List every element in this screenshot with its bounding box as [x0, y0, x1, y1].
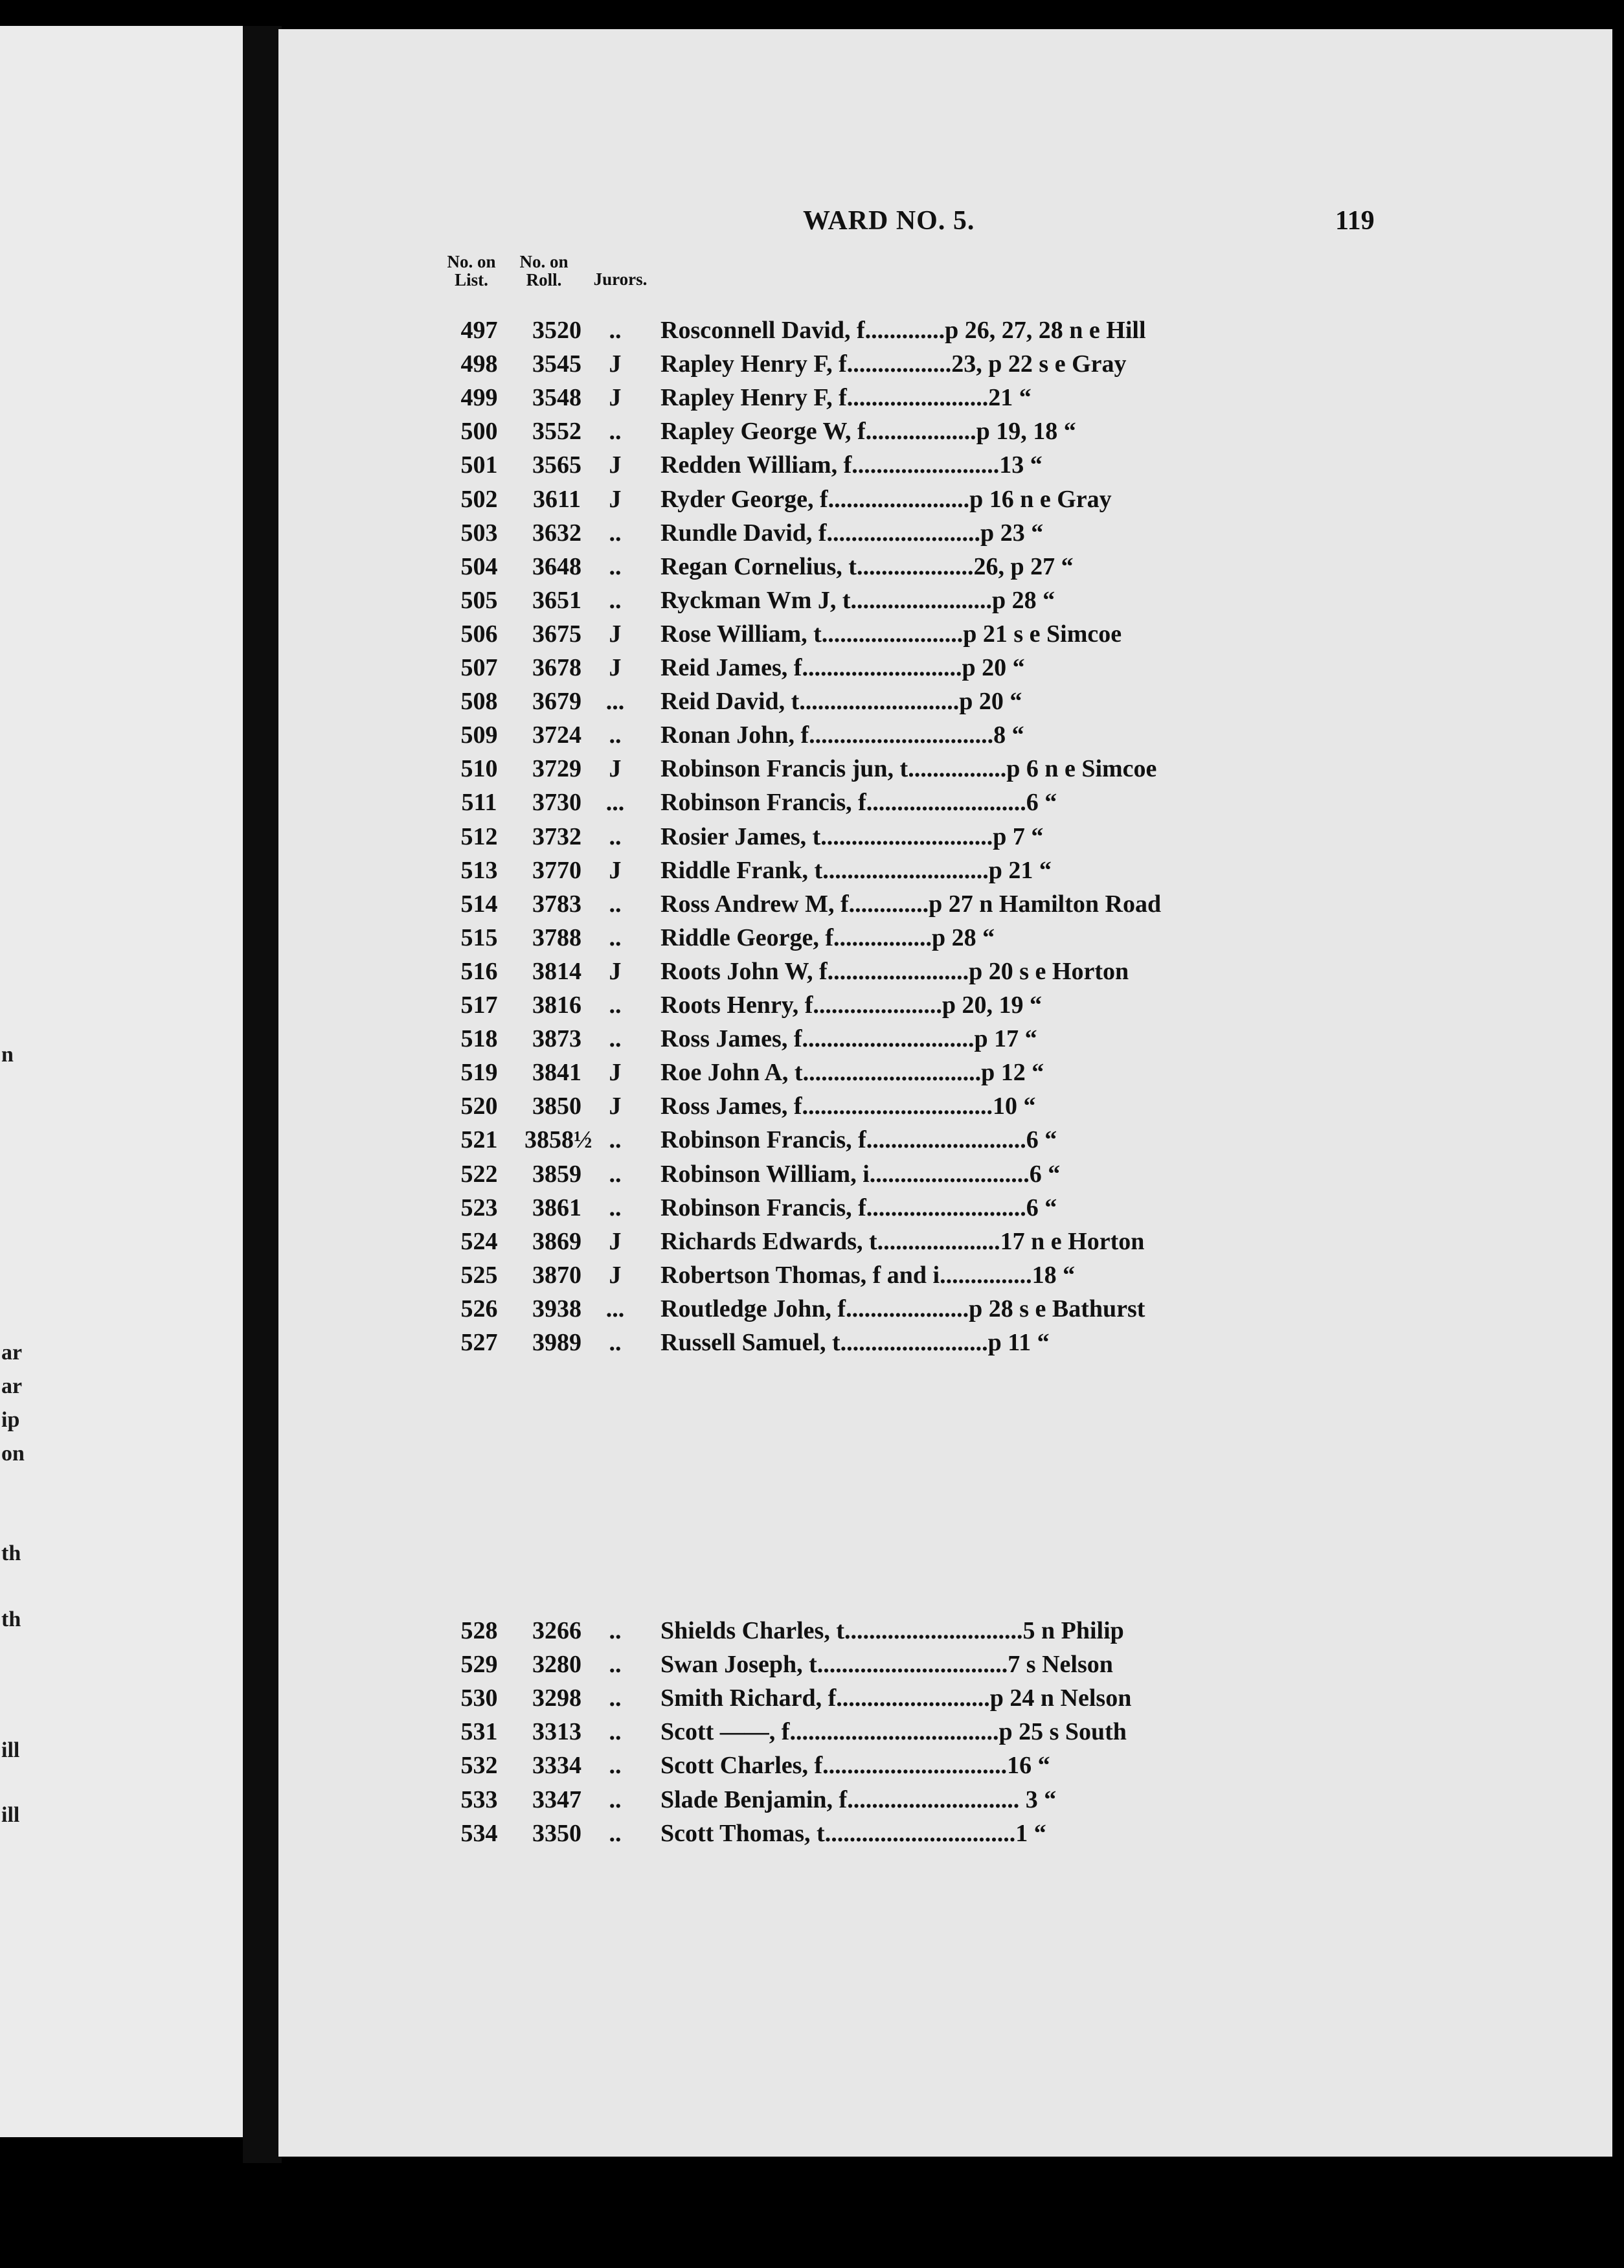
entry-text: Roots John W, f.......................p 20 s e Horton — [660, 957, 1129, 985]
entry-text: Roe John A, t.............................p 12 “ — [660, 1059, 1044, 1087]
table-row — [427, 786, 1399, 819]
list-number: 533 — [460, 1786, 498, 1813]
table-row — [427, 1784, 1399, 1816]
juror-mark: .. — [609, 552, 622, 580]
table-row — [427, 550, 1399, 583]
table-row — [427, 415, 1399, 448]
entry-text: Ross Andrew M, f.............p 27 n Hamilton Road — [660, 890, 1162, 918]
entry-text: Routledge John, f....................p 28 s e Bathurst — [660, 1295, 1145, 1322]
roll-number: 3675 — [532, 620, 581, 648]
roll-number: 3552 — [532, 418, 581, 446]
column-header-no-on-roll: No. on Roll. — [519, 252, 569, 289]
entry-text: Ross James, f............................p 17 “ — [660, 1025, 1037, 1053]
entry-text: Reid James, f..........................p 20 “ — [660, 654, 1025, 681]
entry-text: Rosier James, t............................p 7 “ — [660, 822, 1044, 850]
list-number: 523 — [460, 1194, 498, 1221]
roll-number: 3859 — [532, 1160, 581, 1188]
list-number: 525 — [460, 1261, 498, 1289]
table-row — [427, 1225, 1399, 1258]
juror-mark: .. — [609, 721, 622, 749]
book-binding — [243, 26, 282, 2163]
table-row — [427, 1259, 1399, 1291]
roll-number: 3651 — [532, 586, 581, 614]
list-number: 505 — [460, 586, 498, 614]
column-header-jurors: Jurors. — [593, 269, 648, 289]
entry-text: Scott Thomas, t...............................1 “ — [660, 1819, 1046, 1847]
table-row — [427, 989, 1399, 1021]
juror-mark: J — [609, 384, 622, 412]
list-number: 512 — [460, 822, 498, 850]
table-row — [427, 1817, 1399, 1850]
roll-number: 3858½ — [524, 1126, 592, 1154]
list-number: 501 — [460, 451, 498, 479]
table-row — [427, 922, 1399, 954]
entry-text: Reid David, t..........................p 20 “ — [660, 688, 1022, 716]
juror-mark: .. — [609, 924, 622, 951]
entry-text: Scott ——, f..................................p 25 s South — [660, 1718, 1127, 1746]
juror-mark: J — [609, 350, 622, 378]
juror-mark: .. — [609, 519, 622, 547]
roll-number: 3350 — [532, 1819, 581, 1847]
juror-mark: .. — [609, 1126, 622, 1154]
list-number: 527 — [460, 1329, 498, 1356]
entry-text: Rapley Henry F, f.......................21 “ — [660, 384, 1032, 412]
entry-text: Scott Charles, f..............................16 “ — [660, 1752, 1050, 1780]
table-row — [427, 652, 1399, 684]
juror-mark: ... — [605, 789, 625, 817]
list-number: 504 — [460, 552, 498, 580]
table-row — [427, 618, 1399, 650]
list-number: 532 — [460, 1752, 498, 1780]
entry-text: Slade Benjamin, f............................ 3 “ — [660, 1786, 1057, 1813]
list-number: 521 — [460, 1126, 498, 1154]
list-number: 511 — [461, 789, 497, 817]
juror-mark: J — [609, 1093, 622, 1120]
roll-number: 3545 — [532, 350, 581, 378]
roll-number: 3724 — [532, 721, 581, 749]
roll-number: 3313 — [532, 1718, 581, 1746]
list-number: 497 — [460, 317, 498, 344]
entry-text: Riddle George, f................p 28 “ — [660, 924, 995, 951]
list-number: 531 — [460, 1718, 498, 1746]
entry-text: Roots Henry, f.....................p 20, 19 “ — [660, 992, 1042, 1019]
list-number: 500 — [460, 418, 498, 446]
table-row — [427, 348, 1399, 380]
juror-mark: J — [609, 620, 622, 648]
list-number: 515 — [460, 924, 498, 951]
juror-mark: J — [609, 451, 622, 479]
roll-number: 3648 — [532, 552, 581, 580]
roll-number: 3816 — [532, 992, 581, 1019]
list-number: 514 — [460, 890, 498, 918]
table-row — [427, 314, 1399, 346]
list-number: 526 — [460, 1295, 498, 1322]
table-row — [427, 449, 1399, 481]
juror-mark: .. — [609, 586, 622, 614]
table-row — [427, 685, 1399, 718]
left-page-fragment: th — [1, 1607, 21, 1631]
left-page-fragment: on — [1, 1442, 25, 1466]
list-number: 506 — [460, 620, 498, 648]
list-number: 519 — [460, 1059, 498, 1087]
list-number: 509 — [460, 721, 498, 749]
entry-text: Robinson William, i..........................6 “ — [660, 1160, 1061, 1188]
left-page-fragment: ip — [1, 1408, 20, 1432]
entry-text: Robinson Francis, f..........................6 “ — [660, 1194, 1057, 1221]
table-row — [427, 854, 1399, 887]
entry-text: Robertson Thomas, f and i...............18 “ — [660, 1261, 1076, 1289]
roll-number: 3938 — [532, 1295, 581, 1322]
table-row — [427, 1192, 1399, 1224]
list-number: 534 — [460, 1819, 498, 1847]
juror-mark: .. — [609, 1718, 622, 1746]
table-row — [427, 1056, 1399, 1089]
roll-number: 3565 — [532, 451, 581, 479]
entry-text: Rosconnell David, f.............p 26, 27, 28 n e Hill — [660, 317, 1146, 344]
roll-number: 3548 — [532, 384, 581, 412]
juror-mark: .. — [609, 1684, 622, 1712]
table-row — [427, 753, 1399, 785]
list-number: 503 — [460, 519, 498, 547]
page-number: 119 — [1335, 206, 1375, 236]
list-number: 507 — [460, 654, 498, 681]
juror-mark: J — [609, 1059, 622, 1087]
entry-text: Ryder George, f.......................p 16 n e Gray — [660, 485, 1112, 513]
table-row — [427, 955, 1399, 988]
juror-mark: .. — [609, 1329, 622, 1356]
roll-number: 3861 — [532, 1194, 581, 1221]
juror-mark: .. — [609, 1160, 622, 1188]
entry-text: Robinson Francis, f..........................6 “ — [660, 789, 1057, 817]
juror-mark: .. — [609, 317, 622, 344]
juror-mark: .. — [609, 822, 622, 850]
left-page-fragment: ill — [1, 1738, 20, 1762]
list-number: 517 — [460, 992, 498, 1019]
roll-number: 3334 — [532, 1752, 581, 1780]
roll-number: 3873 — [532, 1025, 581, 1053]
table-row — [427, 888, 1399, 920]
left-page-fragment: ar — [1, 1374, 23, 1398]
juror-mark: J — [609, 1261, 622, 1289]
roll-number: 3679 — [532, 688, 581, 716]
juror-mark: .. — [609, 1617, 622, 1644]
entry-text: Rundle David, f.........................p 23 “ — [660, 519, 1044, 547]
list-number: 510 — [460, 755, 498, 783]
table-row — [427, 1615, 1399, 1647]
entry-text: Redden William, f........................13 “ — [660, 451, 1043, 479]
roll-number: 3678 — [532, 654, 581, 681]
list-number: 522 — [460, 1160, 498, 1188]
juror-mark: .. — [609, 1752, 622, 1780]
entry-text: Shields Charles, t.............................5 n Philip — [660, 1617, 1124, 1644]
roll-number: 3632 — [532, 519, 581, 547]
left-page-fragment: ar — [1, 1341, 23, 1365]
table-row — [427, 1124, 1399, 1156]
list-number: 528 — [460, 1617, 498, 1644]
juror-mark: .. — [609, 890, 622, 918]
entry-text: Robinson Francis jun, t................p 6 n e Simcoe — [660, 755, 1157, 783]
juror-mark: J — [609, 485, 622, 513]
juror-mark: .. — [609, 1194, 622, 1221]
left-page-fragment: ill — [1, 1803, 20, 1827]
juror-mark: .. — [609, 1025, 622, 1053]
left-page-fragment: th — [1, 1541, 21, 1565]
table-row — [427, 1293, 1399, 1325]
juror-mark: .. — [609, 992, 622, 1019]
entry-text: Rapley Henry F, f.................23, p 22 s e Gray — [660, 350, 1127, 378]
list-number: 508 — [460, 688, 498, 716]
left-page-edge — [0, 26, 249, 2137]
ward-page — [278, 29, 1612, 2157]
list-number: 502 — [460, 485, 498, 513]
entry-text: Russell Samuel, t........................p 11 “ — [660, 1329, 1050, 1356]
juror-mark: J — [609, 957, 622, 985]
column-header-no-on-list: No. on List. — [447, 252, 496, 289]
entry-text: Smith Richard, f.........................p 24 n Nelson — [660, 1684, 1132, 1712]
juror-mark: J — [609, 1227, 622, 1255]
table-row — [427, 1090, 1399, 1122]
table-row — [427, 1749, 1399, 1782]
juror-mark: J — [609, 654, 622, 681]
roll-number: 3814 — [532, 957, 581, 985]
list-number: 524 — [460, 1227, 498, 1255]
list-number: 499 — [460, 384, 498, 412]
juror-mark: .. — [609, 418, 622, 446]
juror-mark: ... — [605, 688, 625, 716]
table-row — [427, 1158, 1399, 1190]
entry-text: Richards Edwards, t....................17 n e Horton — [660, 1227, 1145, 1255]
roll-number: 3520 — [532, 317, 581, 344]
roll-number: 3732 — [532, 822, 581, 850]
roll-number: 3783 — [532, 890, 581, 918]
juror-mark: .. — [609, 1786, 622, 1813]
roll-number: 3989 — [532, 1329, 581, 1356]
table-row — [427, 821, 1399, 853]
entry-text: Ryckman Wm J, t.......................p 28 “ — [660, 586, 1055, 614]
list-number: 513 — [460, 856, 498, 884]
left-page-fragment: n — [1, 1043, 14, 1067]
juror-mark: .. — [609, 1651, 622, 1679]
table-row — [427, 584, 1399, 617]
list-number: 529 — [460, 1651, 498, 1679]
juror-mark: J — [609, 755, 622, 783]
table-row — [427, 1682, 1399, 1714]
list-number: 516 — [460, 957, 498, 985]
roll-number: 3280 — [532, 1651, 581, 1679]
entry-text: Robinson Francis, f..........................6 “ — [660, 1126, 1057, 1154]
table-row — [427, 1716, 1399, 1748]
roll-number: 3841 — [532, 1059, 581, 1087]
entry-text: Ross James, f...............................10 “ — [660, 1093, 1036, 1120]
table-row — [427, 719, 1399, 751]
entry-text: Swan Joseph, t...............................7 s Nelson — [660, 1651, 1113, 1679]
entry-text: Riddle Frank, t...........................p 21 “ — [660, 856, 1052, 884]
roll-number: 3347 — [532, 1786, 581, 1813]
roll-number: 3730 — [532, 789, 581, 817]
entry-text: Ronan John, f..............................8 “ — [660, 721, 1024, 749]
roll-number: 3611 — [533, 485, 581, 513]
table-row — [427, 1326, 1399, 1359]
roll-number: 3770 — [532, 856, 581, 884]
page-title: WARD NO. 5. — [803, 206, 975, 236]
roll-number: 3266 — [532, 1617, 581, 1644]
entry-text: Rapley George W, f..................p 19, 18 “ — [660, 418, 1076, 446]
roll-number: 3850 — [532, 1093, 581, 1120]
juror-mark: J — [609, 856, 622, 884]
roll-number: 3788 — [532, 924, 581, 951]
roll-number: 3298 — [532, 1684, 581, 1712]
table-row — [427, 1023, 1399, 1055]
table-row — [427, 517, 1399, 549]
roll-number: 3869 — [532, 1227, 581, 1255]
list-number: 530 — [460, 1684, 498, 1712]
roll-number: 3870 — [532, 1261, 581, 1289]
roll-number: 3729 — [532, 755, 581, 783]
table-row — [427, 483, 1399, 516]
juror-mark: ... — [605, 1295, 625, 1322]
table-row — [427, 1648, 1399, 1681]
table-row — [427, 381, 1399, 414]
entry-text: Regan Cornelius, t...................26, p 27 “ — [660, 552, 1074, 580]
list-number: 518 — [460, 1025, 498, 1053]
entry-text: Rose William, t.......................p 21 s e Simcoe — [660, 620, 1122, 648]
list-number: 520 — [460, 1093, 498, 1120]
list-number: 498 — [460, 350, 498, 378]
juror-mark: .. — [609, 1819, 622, 1847]
